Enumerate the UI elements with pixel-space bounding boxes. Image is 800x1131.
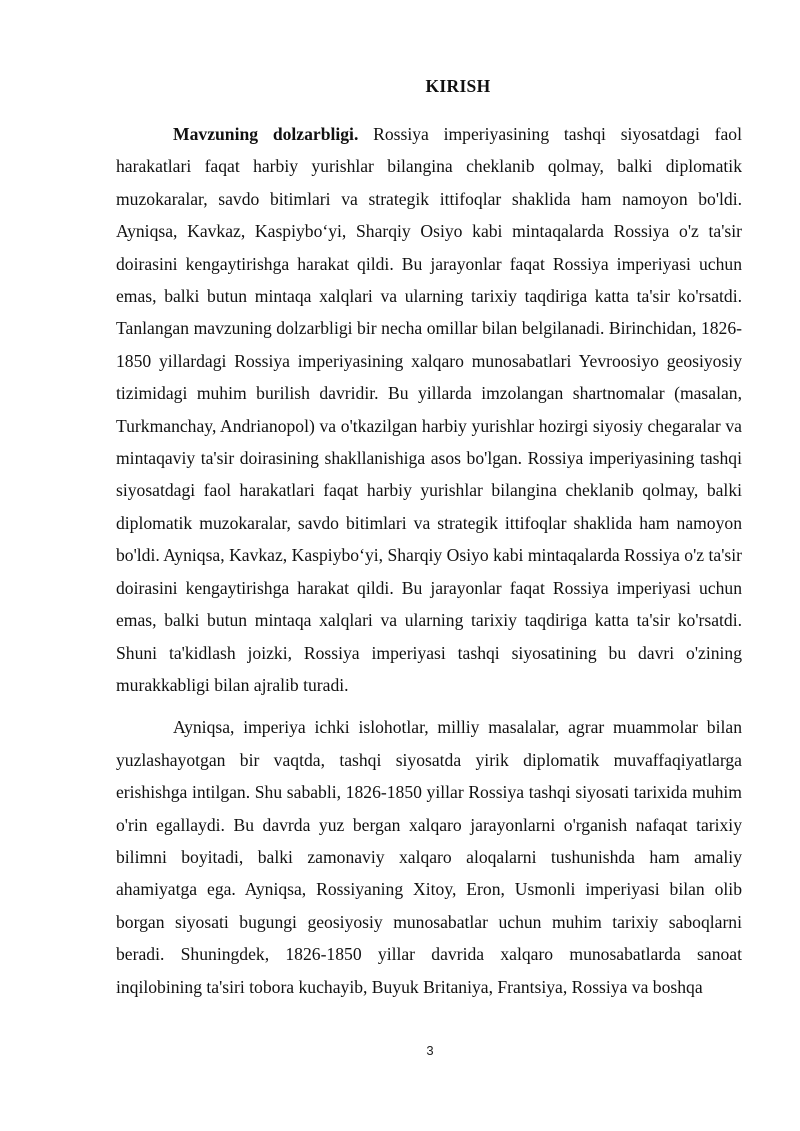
paragraph-relevance [116,118,742,701]
page-heading: KIRISH [425,76,491,96]
paragraph-lead: Mavzuning dolzarbligi. [173,124,359,144]
paragraph-text: Rossiya imperiyasining tashqi siyosatdagi faol harakatlari faqat harbiy yurishlar bilangina cheklanib qolmay, balki diplomatik muzokaralar, savdo bitimlari va strategik ittifoqlar shaklida ham namoyon bo'ldi. Ayniqsa, Kavkaz, Kaspiybo‘yi, Sharqiy Osiyo kabi mintaqalarda Rossiya o'z ta'sir doirasini kengaytirishga harakat qildi. Bu jarayonlar faqat Rossiya imperiyasi uchun emas, balki butun mintaqa xalqlari va ularning tarixiy taqdiriga katta ta'sir ko'rsatdi. Tanlangan mavzuning dolzarbligi bir necha omillar bilan belgilanadi. Birinchidan, 1826-1850 yillardagi Rossiya imperiyasining xalqaro munosabatlari Yevroosiyo geosiyosiy tizimidagi muhim burilish davridir. Bu yillarda imzolangan shartnomalar (masalan, Turkmanchay, Andrianopol) va o'tkazilgan harbiy yurishlar hozirgi siyosiy chegaralar va mintaqaviy ta'sir doirasining shakllanishiga asos bo'lgan. Rossiya imperiyasining tashqi siyosatdagi faol harakatlari faqat harbiy yurishlar bilangina cheklanib qolmay, balki diplomatik muzokaralar, savdo bitimlari va strategik ittifoqlar shaklida ham namoyon bo'ldi. Ayniqsa, Kavkaz, Kaspiybo‘yi, Sharqiy Osiyo kabi mintaqalarda Rossiya o'z ta'sir doirasini kengaytirishga harakat qildi. Bu jarayonlar faqat Rossiya imperiyasi uchun emas, balki butun mintaqa xalqlari va ularning tarixiy taqdiriga katta ta'sir ko'rsatdi. Shuni ta'kidlash joizki, Rossiya imperiyasi tashqi siyosatining bu davri o'zining murakkabligi bilan ajralib turadi. [116,124,742,695]
paragraph-text: Ayniqsa, imperiya ichki islohotlar, milliy masalalar, agrar muammolar bilan yuzlashayotgan bir vaqtda, tashqi siyosatda yirik diplomatik muvaffaqiyatlarga erishishga intilgan. Shu sababli, 1826-1850 yillar Rossiya tashqi siyosati tarixida muhim o'rin egallaydi. Bu davrda yuz bergan xalqaro jarayonlarni o'rganish nafaqat tarixiy bilimni boyitadi, balki zamonaviy xalqaro aloqalarni tushunishda ham amaliy ahamiyatga ega. Ayniqsa, Rossiyaning Xitoy, Eron, Usmonli imperiyasi bilan olib borgan siyosati bugungi geosiyosiy munosabatlar uchun muhim tarixiy saboqlarni beradi. Shuningdek, 1826-1850 yillar davrida xalqaro munosabatlarda sanoat inqilobining ta'siri tobora kuchayib, Buyuk Britaniya, Frantsiya, Rossiya va boshqa [116,717,742,997]
paragraph-second [116,711,742,1003]
body-text [116,118,742,1003]
page-number: 3 [426,1043,434,1058]
